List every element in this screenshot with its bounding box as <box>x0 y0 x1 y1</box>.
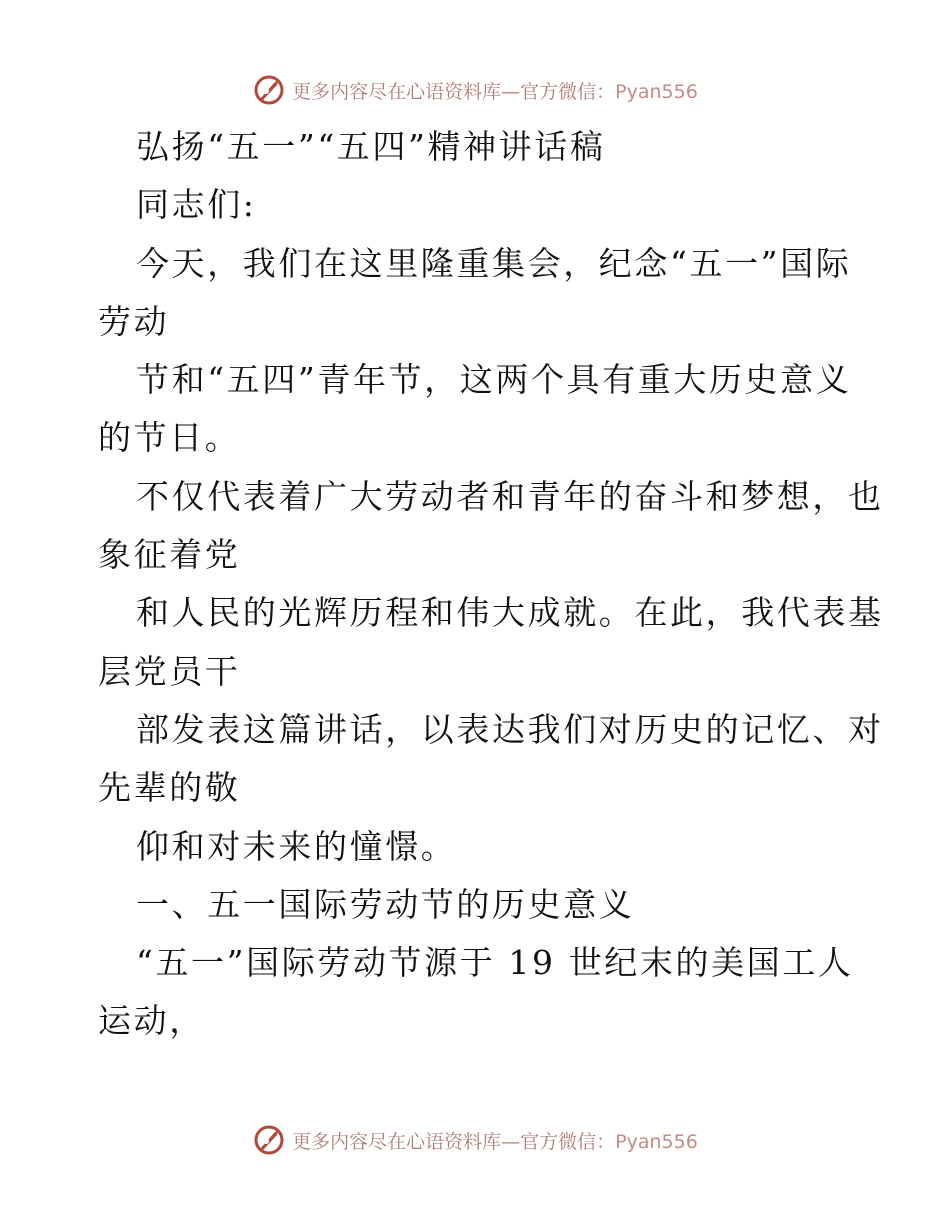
quill-logo-icon <box>252 73 286 107</box>
paragraph-line: “五一”国际劳动节源于 19 世纪末的美国工人 <box>136 943 854 983</box>
paragraph-line: 象征着党 <box>98 535 241 575</box>
document-body <box>98 118 884 1051</box>
footer-banner <box>0 1120 950 1160</box>
footer-banner-text: 更多内容尽在心语资料库—官方微信：Pyan556 <box>292 1130 698 1153</box>
paragraph-line: 的节日。 <box>98 418 241 458</box>
document-title: 弘扬“五一”“五四”精神讲话稿 <box>136 127 606 166</box>
paragraph-line: 和人民的光辉历程和伟大成就。在此，我代表基 <box>136 593 884 633</box>
salutation: 同志们: <box>136 185 257 225</box>
footer-banner-account: Pyan556 <box>615 1130 698 1153</box>
paragraph-line: 劳动 <box>98 301 170 341</box>
header-banner-text: 更多内容尽在心语资料库—官方微信：Pyan556 <box>292 80 698 103</box>
paragraph-line: 层党员干 <box>98 651 241 691</box>
paragraph-line: 今天，我们在这里隆重集会，纪念“五一”国际 <box>136 243 852 283</box>
header-banner-account: Pyan556 <box>615 80 698 103</box>
header-banner <box>0 70 950 110</box>
paragraph-line: 运动， <box>98 1001 205 1041</box>
paragraph-line: 节和“五四”青年节，这两个具有重大历史意义 <box>136 360 852 400</box>
paragraph-line: 先辈的敬 <box>98 768 241 808</box>
paragraph-line: 部发表这篇讲话，以表达我们对历史的记忆、对 <box>136 709 884 749</box>
section-heading: 一、五一国际劳动节的历史意义 <box>136 884 635 924</box>
paragraph-line: 不仅代表着广大劳动者和青年的奋斗和梦想，也 <box>136 476 884 516</box>
quill-logo-icon <box>252 1123 286 1157</box>
paragraph-line: 仰和对未来的憧憬。 <box>136 826 457 866</box>
